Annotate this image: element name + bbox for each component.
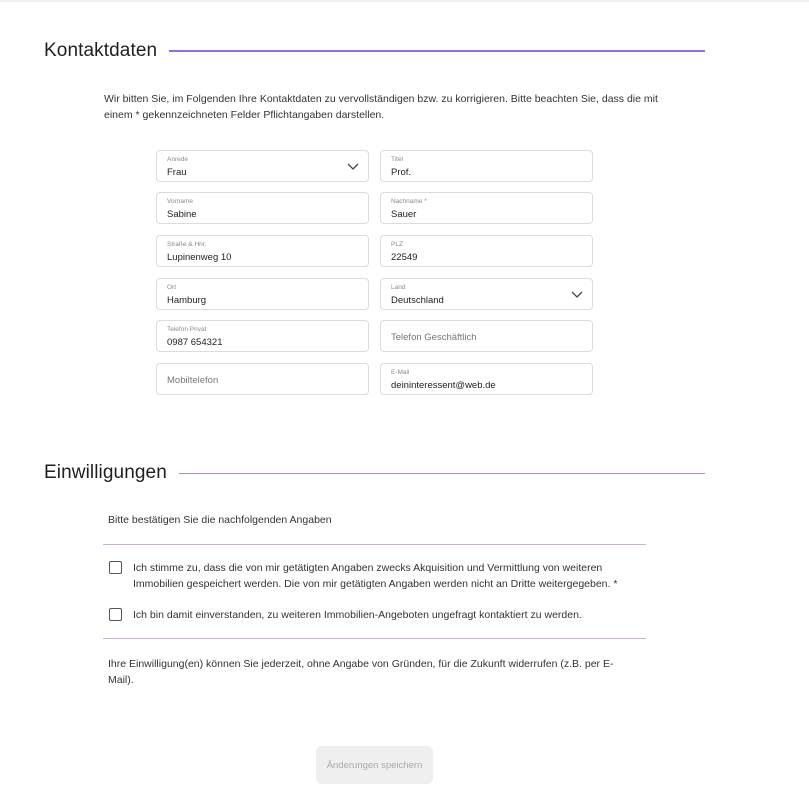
city-value: Hamburg [167,295,207,306]
phone-business-field[interactable] [380,320,593,352]
section-rule [179,473,705,474]
street-label: Straße & Hnr. [167,241,207,248]
last-name-value: Sauer [391,209,417,220]
country-select[interactable] [380,278,593,310]
phone-private-value: 0987 654321 [167,337,223,348]
zip-value: 22549 [391,252,418,263]
email-value: deininteressent@web.de [391,380,496,391]
title-label: Titel [391,156,404,163]
consent-contact-label[interactable]: Ich bin damit einverstanden, zu weiteren Immobilien-Angeboten ungefragt kontaktiert zu werden. [133,609,582,621]
salutation-label: Anrede [167,156,188,163]
contact-section-title: Kontaktdaten [44,40,158,61]
top-divider [0,0,809,2]
street-value: Lupinenweg 10 [167,252,232,263]
email-label: E-Mail [391,369,410,376]
divider [103,544,646,545]
divider [103,638,646,639]
zip-field[interactable] [380,235,593,267]
consents-section-header [44,462,705,484]
salutation-select[interactable] [156,150,369,182]
consent-storage-label[interactable]: Ich stimme zu, dass die von mir getätigten Angaben zwecks Akquisition und Vermittlung von weiteren Immobilien gespeichert werden. Die von mir getätigten Angaben werden nicht an Dritte weitergegeben. * [133,562,618,590]
title-value: Prof. [391,167,412,178]
street-field[interactable] [156,235,369,267]
phone-private-field[interactable] [156,320,369,352]
section-rule [169,50,705,52]
contact-intro-text: Wir bitten Sie, im Folgenden Ihre Kontaktdaten zu vervollständigen bzw. zu korrigieren. Bitte beachten Sie, dass die mit einem * gekennzeichneten Felder Pflichtangaben darstellen. [104,93,658,121]
first-name-label: Vorname [167,198,194,205]
confirm-instruction: Bitte bestätigen Sie die nachfolgenden Angaben [108,514,332,526]
consent-contact-row[interactable] [109,607,643,623]
chevron-down-icon [571,289,583,299]
contact-section-header [44,40,705,62]
last-name-field[interactable] [380,192,593,224]
salutation-value: Frau [167,167,187,178]
city-label: Ort [167,284,177,291]
country-value: Deutschland [391,295,444,306]
revoke-notice: Ihre Einwilligung(en) können Sie jederzeit, ohne Angabe von Gründen, für die Zukunft widerrufen (z.B. per E-Mail). [108,658,614,686]
first-name-field[interactable] [156,192,369,224]
chevron-down-icon [347,161,359,171]
country-label: Land [391,284,406,291]
consent-storage-row[interactable] [109,560,643,592]
last-name-label: Nachname * [391,198,427,205]
title-field[interactable] [380,150,593,182]
mobile-field[interactable] [156,363,369,395]
consent-storage-checkbox[interactable] [109,561,122,574]
zip-label: PLZ [391,241,403,248]
email-field[interactable] [380,363,593,395]
city-field[interactable] [156,278,369,310]
phone-business-placeholder: Telefon Geschäftlich [391,332,477,343]
first-name-value: Sabine [167,209,197,220]
phone-private-label: Telefon Privat [167,326,207,333]
save-changes-button[interactable]: Änderungen speichern [316,746,433,784]
mobile-placeholder: Mobiltelefon [167,375,219,386]
consent-contact-checkbox[interactable] [109,608,122,621]
consents-section-title: Einwilligungen [44,462,167,483]
